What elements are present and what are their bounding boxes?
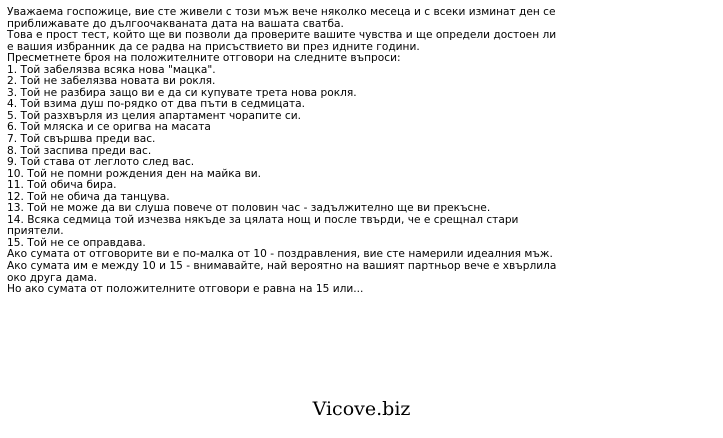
- question-2: 2. Той не забелязва новата ви рокля.: [7, 75, 216, 88]
- question-15: 15. Той не се оправдава.: [7, 236, 146, 249]
- result-under-10: Ако сумата от отговорите ви е по-малка от 10 - поздравления, вие сте намерили идеалния мъж.: [7, 248, 553, 261]
- question-1: 1. Той забелязва всяка нова "мацка".: [7, 63, 216, 76]
- question-4: 4. Той взима душ по-рядко от два пъти в седмицата.: [7, 98, 306, 111]
- question-5: 5. Той разхвърля из целия апартамент чорапите си.: [7, 109, 301, 122]
- intro-line-3: Това е прост тест, който ще ви позволи да проверите вашите чувства и ще определи достоен ли: [7, 29, 557, 42]
- question-3: 3. Той не разбира защо ви е да си купувате трета нова рокля.: [7, 86, 357, 99]
- question-14: 14. Всяка седмица той изчезва някъде за цялата нощ и после твърди, че е срещнал стари: [7, 213, 519, 226]
- question-8: 8. Той заспива преди вас.: [7, 144, 152, 157]
- question-13: 13. Той не може да ви слуша повече от половин час - задължително ще ви прекъсне.: [7, 202, 491, 215]
- question-10: 10. Той не помни рождения ден на майка ви.: [7, 167, 261, 180]
- question-12: 12. Той не обича да танцува.: [7, 190, 170, 203]
- question-6: 6. Той мляска и се оригва на масата: [7, 121, 211, 134]
- result-10-to-15: Ако сумата им е между 10 и 15 - внимавайте, най вероятно на вашият партньор вече е хвърлила: [7, 260, 557, 273]
- intro-line-4: е вашия избранник да се радва на присъствието ви през идните години.: [7, 40, 420, 53]
- intro-line-2: приближавате до дългоочакваната дата на вашата сватба.: [7, 17, 344, 30]
- result-equal-15: Но ако сумата от положителните отговори е равна на 15 или...: [7, 283, 364, 296]
- question-11: 11. Той обича бира.: [7, 179, 117, 192]
- question-9: 9. Той става от леглото след вас.: [7, 156, 195, 169]
- joke-text-block: [7, 7, 717, 296]
- site-watermark: Vicove.biz: [312, 398, 411, 420]
- result-10-to-15-continued: око друга дама.: [7, 271, 98, 284]
- question-7: 7. Той свършва преди вас.: [7, 133, 156, 146]
- instructions-line: Пресметнете броя на положителните отговори на следните въпроси:: [7, 52, 401, 65]
- question-14-continued: приятели.: [7, 225, 64, 238]
- intro-line-1: Уважаема госпожице, вие сте живели с този мъж вече няколко месеца и с всеки изминат ден се: [7, 6, 556, 18]
